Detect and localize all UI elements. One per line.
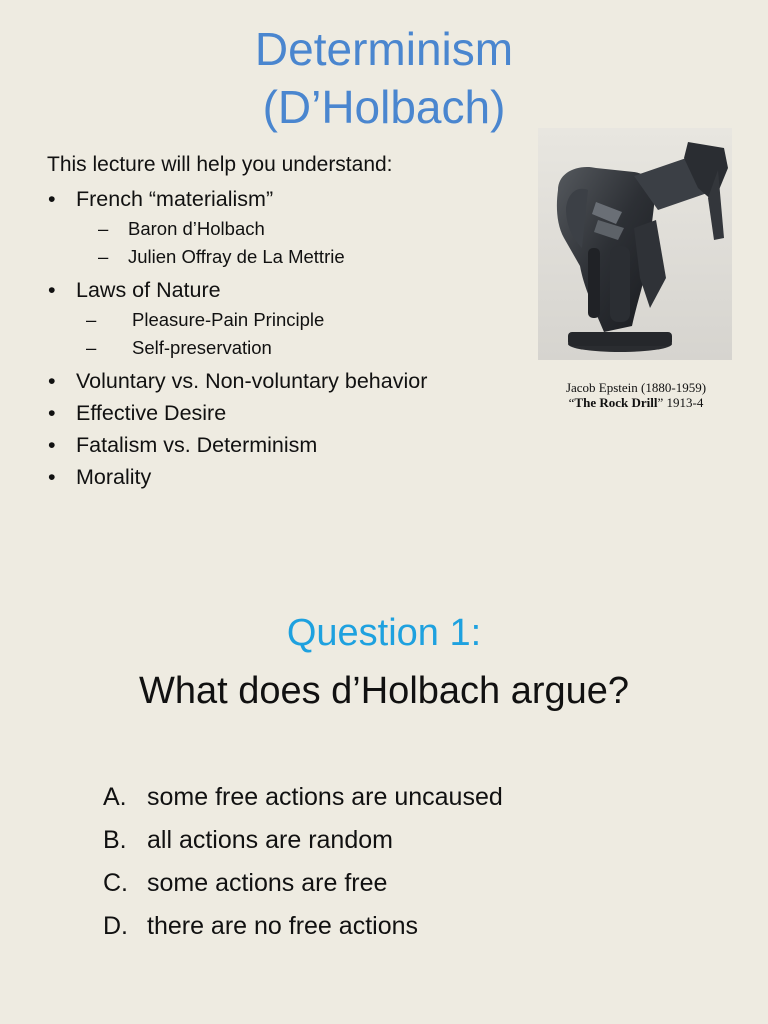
answer-list <box>103 776 503 948</box>
bullet-text: Fatalism vs. Determinism <box>76 433 318 457</box>
image-caption <box>536 380 736 410</box>
sub-list <box>46 215 427 271</box>
answer-option[interactable] <box>103 819 503 862</box>
answer-text: there are no free actions <box>147 912 418 940</box>
slide-title <box>0 20 768 136</box>
bullet-text: Laws of Nature <box>76 278 221 302</box>
caption-work-title: The Rock Drill <box>574 395 658 410</box>
list-item <box>46 397 427 429</box>
list-item <box>46 183 427 215</box>
caption-quote-close: ” <box>657 395 664 410</box>
list-item <box>46 274 427 306</box>
sub-item: – Pleasure-Pain Principle <box>46 306 427 334</box>
answer-option[interactable] <box>103 905 503 948</box>
bullet-text: Voluntary vs. Non-voluntary behavior <box>76 369 428 393</box>
list-item <box>46 461 427 493</box>
question-heading: Question 1: <box>286 612 482 654</box>
answer-option[interactable] <box>103 862 503 905</box>
answer-letter: C. <box>103 869 128 897</box>
sub-item: – Julien Offray de La Mettrie <box>46 243 427 271</box>
answer-letter: A. <box>103 783 127 811</box>
answer-text: all actions are random <box>147 826 393 854</box>
sub-list-wrapper <box>46 306 427 362</box>
answer-text: some free actions are uncaused <box>147 783 503 811</box>
bullet-text: Effective Desire <box>76 401 227 425</box>
answer-letter: D. <box>103 912 128 940</box>
answer-text: some actions are free <box>147 869 388 897</box>
sculpture-image <box>538 128 732 360</box>
sub-item: – Self-preservation <box>46 334 427 362</box>
topic-list <box>46 183 427 493</box>
list-item <box>46 365 427 397</box>
slide-question <box>0 512 768 1024</box>
intro-text: This lecture will help you understand: <box>47 153 393 176</box>
title-line-1: Determinism <box>254 23 514 75</box>
sub-item: – Baron d’Holbach <box>46 215 427 243</box>
caption-year: 1913-4 <box>663 395 704 410</box>
answer-option[interactable] <box>103 776 503 819</box>
list-item <box>46 429 427 461</box>
title-line-2: (D’Holbach) <box>262 81 506 133</box>
caption-artist: Jacob Epstein (1880-1959) <box>565 380 707 395</box>
question-text: What does d’Holbach argue? <box>138 670 630 712</box>
sub-list-wrapper <box>46 215 427 271</box>
caption-quote-open: “ <box>568 395 575 410</box>
bullet-text: French “materialism” <box>76 187 274 211</box>
caption-work <box>536 395 736 410</box>
sculpture-icon <box>538 128 732 360</box>
answer-letter: B. <box>103 826 127 854</box>
bullet-text: Morality <box>76 465 152 489</box>
sub-list <box>46 306 427 362</box>
